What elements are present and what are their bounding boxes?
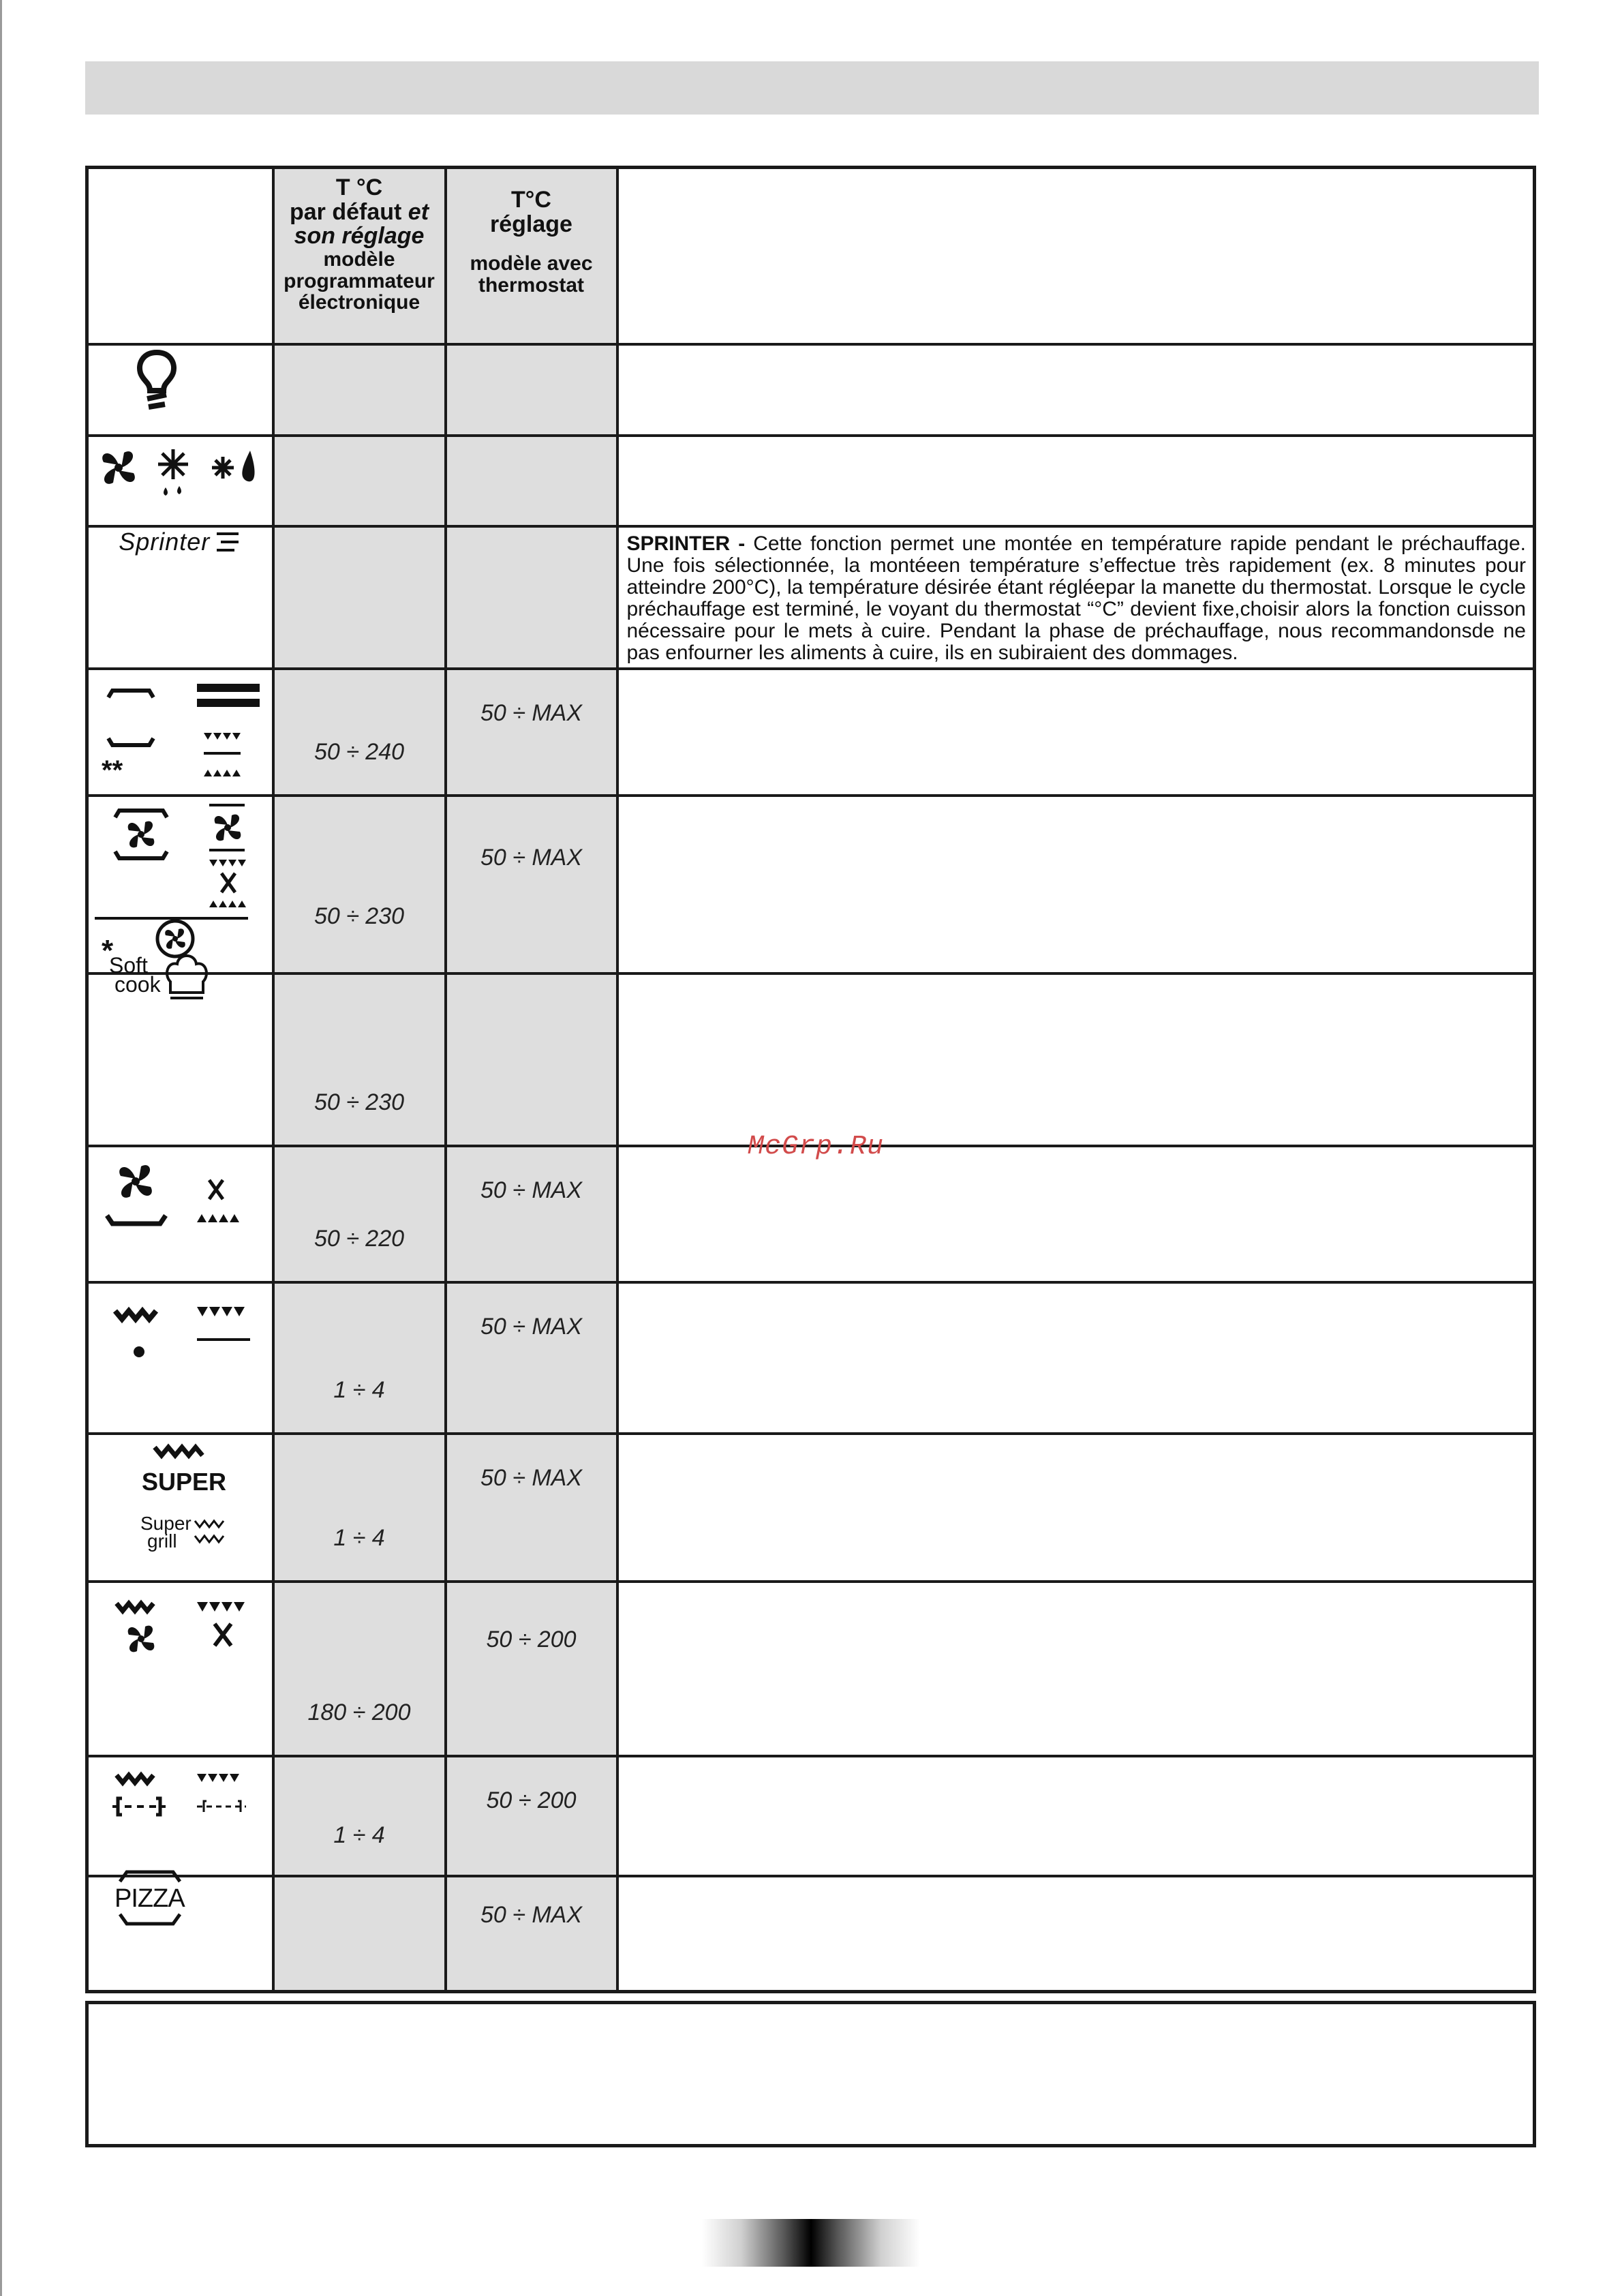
header-text: son réglage xyxy=(294,223,425,250)
default-temp-cell xyxy=(273,526,446,669)
description-cell xyxy=(617,973,1535,1146)
function-icon-cell xyxy=(87,1282,273,1434)
header-text: modèle xyxy=(323,248,395,271)
default-temp-value: 1 ÷ 4 xyxy=(333,1376,385,1403)
function-icon-cell xyxy=(87,1756,273,1876)
function-icon-cell xyxy=(87,1876,273,1992)
page-edge xyxy=(0,0,2,2296)
sprinter-label: Sprinter xyxy=(119,527,211,556)
grill-small-label: grill xyxy=(147,1530,177,1552)
pizza-label: PIZZA xyxy=(114,1884,185,1913)
default-temp-value: 50 ÷ 240 xyxy=(313,738,405,765)
default-temp-value: 50 ÷ 230 xyxy=(313,1089,405,1115)
thermostat-value: 50 ÷ 200 xyxy=(486,1787,577,1813)
thermostat-cell xyxy=(446,436,617,526)
description-cell xyxy=(617,1582,1535,1756)
soft-label: Soft xyxy=(109,952,148,978)
header-text: électronique xyxy=(298,291,420,314)
thermostat-cell xyxy=(446,796,617,973)
thermostat-cell xyxy=(446,1434,617,1582)
thermostat-cell xyxy=(446,669,617,796)
header-text: T °C xyxy=(335,175,383,200)
description-cell xyxy=(617,436,1535,526)
heat-wave-icon xyxy=(151,1442,213,1462)
fan-bottom-icon xyxy=(95,1147,265,1250)
super-small-label: Super xyxy=(140,1512,192,1534)
function-icon-cell xyxy=(87,952,273,1146)
oven-functions-table xyxy=(85,166,1536,1993)
header-text: thermostat xyxy=(478,273,585,297)
svg-text:**: ** xyxy=(102,755,123,785)
description-cell xyxy=(617,669,1535,796)
description-cell xyxy=(617,1146,1535,1282)
rotisserie-grill-icon xyxy=(95,1757,265,1839)
header-band xyxy=(85,61,1539,115)
function-icon-cell xyxy=(87,796,273,973)
default-temp-cell xyxy=(273,1582,446,1756)
function-icon-cell xyxy=(87,669,273,796)
table-row xyxy=(87,669,1535,796)
heat-wave-small-icon xyxy=(192,1515,233,1550)
table-row xyxy=(87,1434,1535,1582)
thermostat-value: 50 ÷ MAX xyxy=(480,1313,583,1340)
lamp-icon xyxy=(129,346,184,414)
cook-label: cook xyxy=(114,971,161,997)
table-row xyxy=(87,1282,1535,1434)
sprinter-icon xyxy=(89,528,272,556)
default-temp-cell xyxy=(273,1756,446,1876)
default-temp-cell xyxy=(273,1876,446,1992)
thermostat-cell xyxy=(446,344,617,436)
defrost-icon xyxy=(95,437,265,498)
soft-cook-icon xyxy=(102,948,225,1009)
thermostat-cell xyxy=(446,1876,617,1992)
header-description xyxy=(617,168,1535,344)
default-temp-value: 50 ÷ 230 xyxy=(313,903,405,929)
table-row xyxy=(87,436,1535,526)
chef-hat-icon xyxy=(164,948,211,1002)
description-cell xyxy=(617,1434,1535,1582)
thermostat-value: 50 ÷ MAX xyxy=(480,844,583,871)
table-row xyxy=(87,973,1535,1146)
default-temp-cell xyxy=(273,1434,446,1582)
default-temp-value: 180 ÷ 200 xyxy=(307,1699,411,1725)
thermostat-cell xyxy=(446,1282,617,1434)
watermark: McGrp.Ru xyxy=(748,1132,885,1162)
fan-assisted-icon xyxy=(95,797,265,967)
function-icon-cell xyxy=(87,526,273,669)
description-cell xyxy=(617,1282,1535,1434)
default-temp-cell xyxy=(273,973,446,1146)
default-temp-value: 1 ÷ 4 xyxy=(333,1524,385,1551)
default-temp-cell xyxy=(273,344,446,436)
grill-icon xyxy=(95,1284,265,1386)
function-icon-cell xyxy=(87,344,273,436)
table-row xyxy=(87,526,1535,669)
description-cell xyxy=(617,1756,1535,1876)
thermostat-value: 50 ÷ 200 xyxy=(486,1626,577,1652)
default-temp-cell xyxy=(273,669,446,796)
sprinter-description xyxy=(619,528,1533,664)
pizza-icon xyxy=(109,1864,191,1932)
header-thermostat-temp xyxy=(446,168,617,344)
description-text: Cette fonction permet une montée en température rapide pendant le préchauffage. Une fois sélectionnée, la montéeen température s’effectue très rapidement (ex. 8 minutes pour atteindre 200°C), la température désirée étant régléepar la manette du thermostat. Lorsque le cycle préchauffage est terminé, le voyant du thermostat “°C” devient fixe,choisir alors la fonction cuisson nécessaire pour le mets à cuire. Pendant la phase de préchauffage, nous recommandonsde ne pas enfourner les aliments à cuire, ils en subiraient des dommages. xyxy=(626,532,1526,664)
header-text: réglage xyxy=(490,211,572,237)
conventional-icon xyxy=(95,670,265,786)
description-cell xyxy=(617,344,1535,436)
svg-text:*: * xyxy=(102,933,114,967)
header-icon-cell xyxy=(87,168,273,344)
thermostat-cell xyxy=(446,1582,617,1756)
header-default-temp xyxy=(273,168,446,344)
thermostat-value: 50 ÷ MAX xyxy=(480,1464,583,1491)
thermostat-value: 50 ÷ MAX xyxy=(480,699,583,726)
super-label: SUPER xyxy=(142,1467,227,1496)
header-text: et xyxy=(408,198,429,225)
table-row xyxy=(87,796,1535,973)
description-cell xyxy=(617,796,1535,973)
function-icon-cell xyxy=(87,1582,273,1756)
header-text: par défaut xyxy=(289,198,402,225)
table-row xyxy=(87,1146,1535,1282)
table-row xyxy=(87,1756,1535,1876)
thermostat-cell xyxy=(446,973,617,1146)
thermostat-cell xyxy=(446,1146,617,1282)
super-grill-icon xyxy=(116,1435,252,1565)
header-text: T°C xyxy=(511,187,551,213)
function-icon-cell xyxy=(87,1434,273,1582)
description-cell xyxy=(617,1876,1535,1992)
default-temp-value: 1 ÷ 4 xyxy=(333,1822,385,1848)
table-row xyxy=(87,1582,1535,1756)
thermostat-value: 50 ÷ MAX xyxy=(480,1901,583,1928)
fan-grill-icon xyxy=(95,1583,265,1685)
function-icon-cell xyxy=(87,436,273,526)
thermostat-cell xyxy=(446,1756,617,1876)
function-icon-cell xyxy=(87,1146,273,1282)
default-temp-cell xyxy=(273,1146,446,1282)
default-temp-cell xyxy=(273,1282,446,1434)
page-number-bar xyxy=(702,2219,920,2267)
notes-box xyxy=(85,2001,1536,2147)
thermostat-value: 50 ÷ MAX xyxy=(480,1177,583,1203)
default-temp-cell xyxy=(273,796,446,973)
table-row xyxy=(87,1876,1535,1992)
header-text: modèle avec xyxy=(470,252,593,275)
table-header-row xyxy=(87,168,1535,344)
lines-icon xyxy=(214,528,241,556)
thermostat-cell xyxy=(446,526,617,669)
default-temp-cell xyxy=(273,436,446,526)
description-cell xyxy=(617,526,1535,669)
default-temp-value: 50 ÷ 220 xyxy=(313,1225,405,1252)
description-title: SPRINTER - xyxy=(626,532,746,555)
table-row xyxy=(87,344,1535,436)
header-text: programmateur xyxy=(284,269,435,292)
